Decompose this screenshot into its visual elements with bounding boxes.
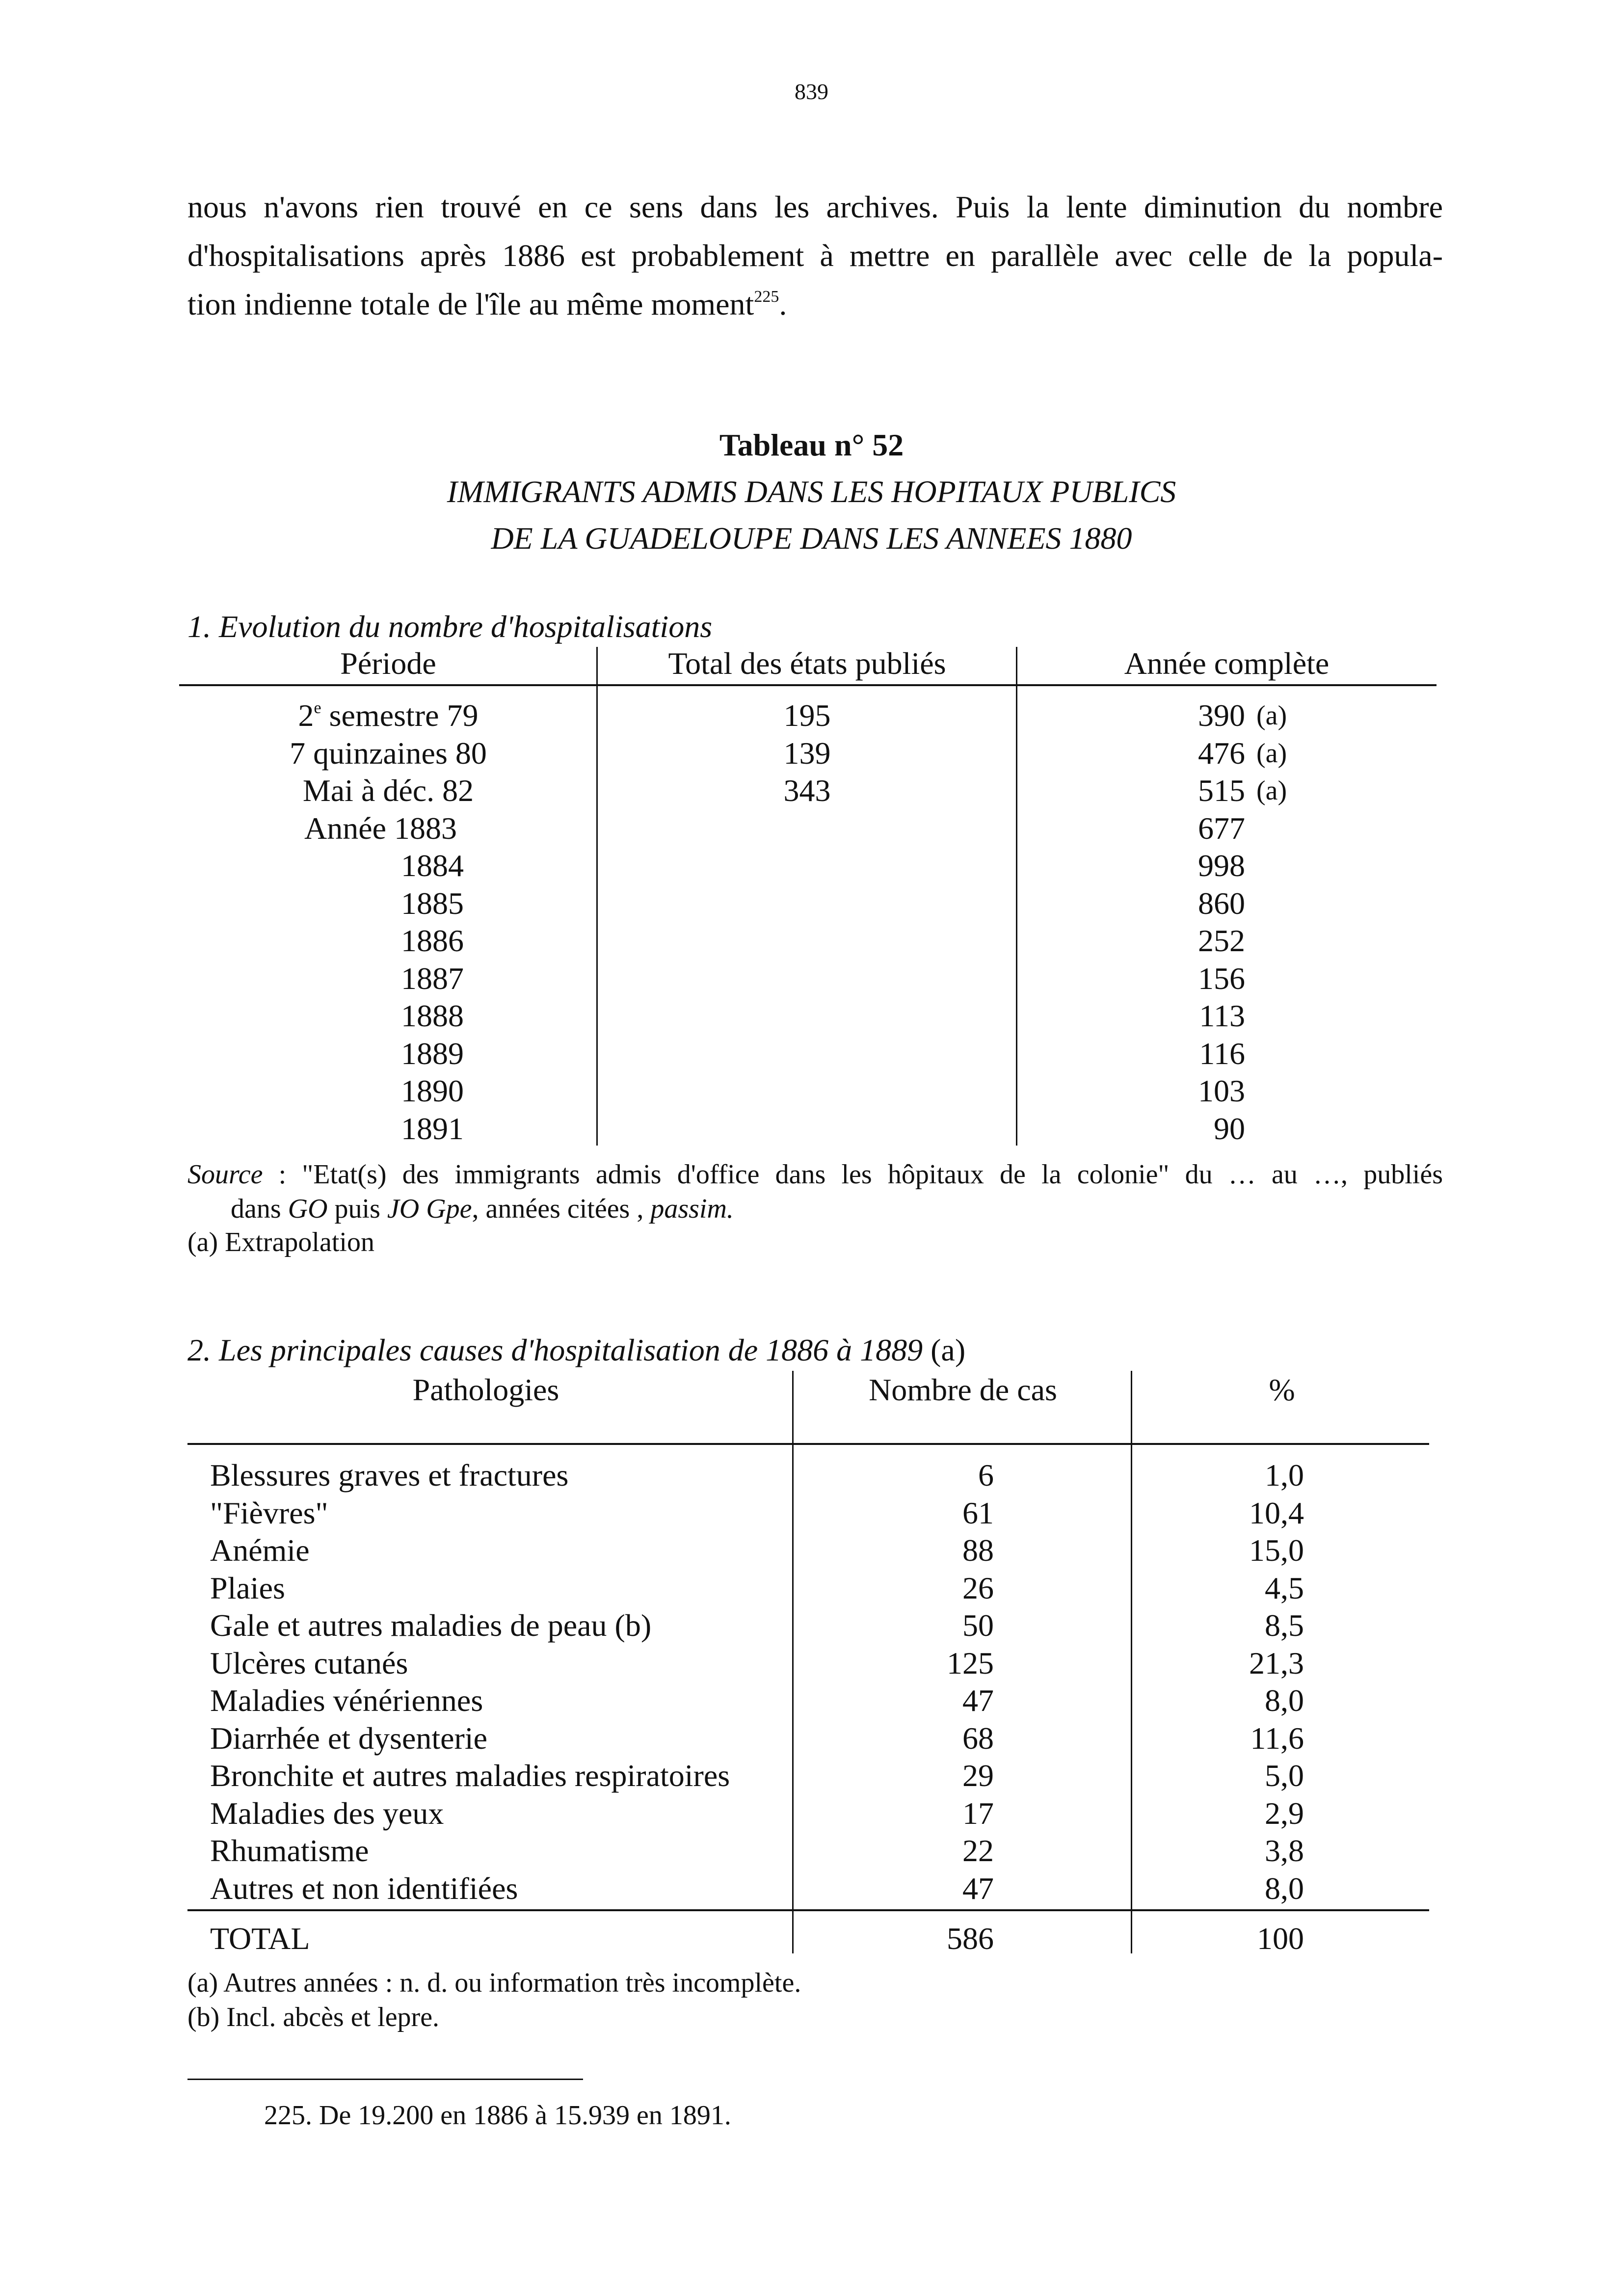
column-header-count: Nombre de cas: [869, 1372, 1057, 1407]
source-passim: passim.: [650, 1194, 734, 1224]
period-cell: 1884: [401, 848, 464, 883]
table-total-rule: [187, 1909, 1429, 1911]
extrapolation-note: (a): [1256, 775, 1287, 806]
case-percent: 11,6: [1250, 1721, 1304, 1756]
case-count: 125: [947, 1646, 994, 1681]
case-count: 26: [962, 1571, 994, 1605]
full-year-cell: 390: [1198, 698, 1245, 733]
footnote-reference[interactable]: 225: [754, 288, 779, 306]
case-percent: 10,4: [1249, 1495, 1304, 1530]
source-note: [187, 1157, 1443, 1192]
source-label: Source: [187, 1159, 263, 1190]
column-header-full-year: Année complète: [1124, 646, 1330, 681]
case-count: 22: [962, 1833, 994, 1868]
total-label: TOTAL: [210, 1921, 310, 1956]
source-jo: JO Gpe: [387, 1194, 472, 1224]
full-year-cell: 156: [1198, 961, 1245, 996]
period-cell: 1890: [401, 1073, 464, 1108]
period-text: 2: [298, 698, 314, 733]
period-cell: [179, 697, 597, 734]
column-header-total: Total des états publiés: [668, 646, 946, 681]
period-cell: 1886: [401, 923, 464, 958]
paragraph-line: d'hospitalisations après 1886 est probablement à mettre en parallèle avec celle de la popula-: [187, 238, 1443, 273]
pathology-label: Maladies des yeux: [210, 1796, 444, 1831]
case-count: 29: [962, 1758, 994, 1793]
paragraph-line: nous n'avons rien trouvé en ce sens dans les archives. Puis la lente diminution du nombre: [187, 189, 1443, 224]
footnote: 225. De 19.200 en 1886 à 15.939 en 1891.: [264, 2100, 731, 2131]
full-year-cell: 515: [1198, 773, 1245, 808]
pathology-label: Maladies vénériennes: [210, 1683, 483, 1718]
pathology-label: Gale et autres maladies de peau (b): [210, 1608, 652, 1643]
case-count: 50: [962, 1608, 994, 1643]
total-count: 586: [947, 1921, 994, 1956]
total-percent: 100: [1257, 1921, 1304, 1956]
source-go: GO: [288, 1194, 328, 1224]
period-cell: Année 1883: [304, 811, 457, 846]
total-cell: 195: [783, 698, 831, 733]
table-subtitle: DE LA GUADELOUPE DANS LES ANNEES 1880: [491, 521, 1132, 556]
paragraph-text: tion indienne totale de l'île au même moment: [187, 287, 754, 321]
source-text: , années citées ,: [472, 1194, 651, 1224]
paragraph-text-end: .: [779, 287, 787, 321]
full-year-cell: 476: [1198, 736, 1245, 771]
case-percent: 8,0: [1265, 1683, 1304, 1718]
pathology-label: Ulcères cutanés: [210, 1646, 408, 1681]
full-year-cell: 90: [1214, 1111, 1245, 1146]
table-2-note-b: (b) Incl. abcès et lepre.: [187, 2002, 440, 2032]
period-cell: 1887: [401, 961, 464, 996]
case-count: 61: [962, 1495, 994, 1530]
pathology-label: Bronchite et autres maladies respiratoires: [210, 1758, 730, 1793]
full-year-cell: 113: [1199, 998, 1245, 1033]
full-year-cell: 103: [1198, 1073, 1245, 1108]
case-count: 88: [962, 1533, 994, 1568]
period-cell: 1889: [401, 1036, 464, 1071]
source-text: dans: [231, 1194, 288, 1224]
period-cell: Mai à déc. 82: [302, 773, 474, 808]
case-percent: 2,9: [1265, 1796, 1304, 1831]
period-text: semestre 79: [321, 698, 479, 733]
section-2-title-text: 2. Les principales causes d'hospitalisation de 1886 à 1889: [187, 1333, 923, 1367]
case-count: 17: [962, 1796, 994, 1831]
case-percent: 5,0: [1265, 1758, 1304, 1793]
full-year-cell: 252: [1198, 923, 1245, 958]
total-cell: 139: [783, 736, 831, 771]
total-cell: 343: [783, 773, 831, 808]
table-header-rule: [179, 684, 1437, 686]
case-percent: 8,5: [1265, 1608, 1304, 1643]
extrapolation-note: (a): [1256, 738, 1287, 769]
pathology-label: Blessures graves et fractures: [210, 1458, 569, 1493]
source-text: : "Etat(s) des immigrants admis d'office dans les hôpitaux de la colonie" du … au …, publiés: [263, 1159, 1443, 1190]
full-year-cell: 116: [1199, 1036, 1245, 1071]
pathology-label: Anémie: [210, 1533, 310, 1568]
case-count: 68: [962, 1721, 994, 1756]
full-year-cell: 998: [1198, 848, 1245, 883]
section-1-title: 1. Evolution du nombre d'hospitalisations: [187, 609, 713, 644]
period-superscript: e: [314, 699, 321, 717]
case-percent: 15,0: [1249, 1533, 1304, 1568]
case-count: 47: [962, 1683, 994, 1718]
full-year-cell: 860: [1198, 886, 1245, 921]
footnote-separator: [187, 2079, 583, 2080]
paragraph-line: [187, 280, 1443, 328]
case-percent: 3,8: [1265, 1833, 1304, 1868]
pathology-label: "Fièvres": [210, 1495, 328, 1530]
case-percent: 21,3: [1249, 1646, 1304, 1681]
column-header-period: Période: [340, 646, 436, 681]
case-percent: 4,5: [1265, 1571, 1304, 1605]
column-header-pathologies: Pathologies: [412, 1372, 559, 1407]
pathology-label: Plaies: [210, 1571, 285, 1605]
page-number: 839: [795, 79, 828, 104]
period-cell: 1891: [401, 1111, 464, 1146]
table-subtitle: IMMIGRANTS ADMIS DANS LES HOPITAUX PUBLICS: [447, 474, 1176, 509]
column-header-percent: %: [1269, 1372, 1295, 1407]
period-cell: 7 quinzaines 80: [290, 736, 487, 771]
table-header-rule: [187, 1443, 1429, 1445]
section-2-title: [187, 1332, 965, 1368]
table-1-note-a: (a) Extrapolation: [187, 1227, 374, 1257]
pathology-label: Diarrhée et dysenterie: [210, 1721, 488, 1756]
period-cell: 1888: [401, 998, 464, 1033]
pathology-label: Rhumatisme: [210, 1833, 369, 1868]
full-year-cell: 677: [1198, 811, 1245, 846]
case-percent: 1,0: [1265, 1458, 1304, 1493]
period-cell: 1885: [401, 886, 464, 921]
source-text: puis: [327, 1194, 387, 1224]
table-2-note-a: (a) Autres années : n. d. ou information très incomplète.: [187, 1968, 801, 1998]
pathology-label: Autres et non identifiées: [210, 1871, 518, 1906]
body-paragraph: [187, 183, 1443, 328]
source-note-continued: [231, 1192, 734, 1226]
case-count: 47: [962, 1871, 994, 1906]
section-2-title-note: (a): [923, 1333, 966, 1367]
case-count: 6: [978, 1458, 994, 1493]
case-percent: 8,0: [1265, 1871, 1304, 1906]
table-title: Tableau n° 52: [719, 427, 904, 462]
extrapolation-note: (a): [1256, 700, 1287, 731]
